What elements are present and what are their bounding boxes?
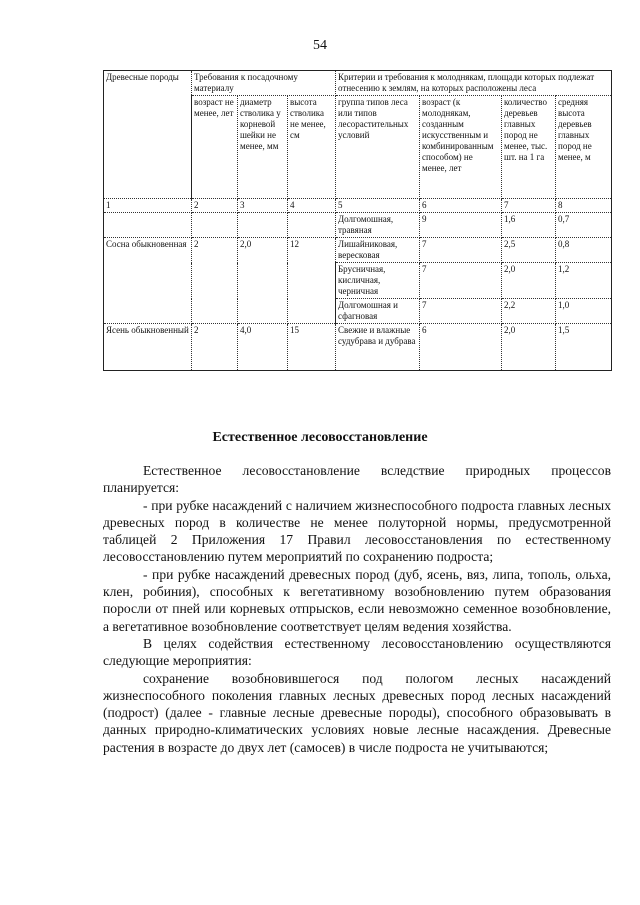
cell-age: 2: [192, 324, 238, 371]
cell-young-age: 7: [420, 238, 502, 263]
paragraph: Естественное лесовосстановление вследствие природных процессов планируется:: [103, 463, 611, 496]
header-avg-height: средняя высота деревьев главных пород не менее, м: [556, 96, 612, 199]
paragraph: - при рубке насаждений древесных пород (дуб, ясень, вяз, липа, тополь, ольха, клен, робиния), способных к вегетативному возобновлению путем образования поросли от пней или корневых отпрысков, если невозможно семенное возобновление, а вегетативное возобновление соответствует целям ведения хозяйства.: [103, 566, 611, 634]
header-age: возраст не менее, лет: [192, 96, 238, 199]
cell-young-age: 6: [420, 324, 502, 371]
paragraph: В целях содействия естественному лесовосстановлению осуществляются следующие мероприятия:: [103, 635, 611, 669]
cell-height: 12: [288, 238, 336, 324]
cell-tree-count: 2,5: [502, 238, 556, 263]
cell-avg-height: 0,8: [556, 238, 612, 263]
header-criteria: Критерии и требования к молоднякам, площади которых подлежат отнесению к землям, на которых расположены леса: [336, 71, 612, 96]
table-row: [104, 238, 612, 263]
section-title: Естественное лесовосстановление: [212, 430, 428, 445]
cell-young-age: 7: [420, 299, 502, 324]
cell-tree-count: 2,0: [502, 324, 556, 371]
cell-diameter: 2,0: [238, 238, 288, 324]
header-diameter: диаметр стволика у корневой шейки не менее, мм: [238, 96, 288, 199]
col-number: 4: [288, 199, 336, 213]
cell-forest-type: Лишайниковая, вересковая: [336, 238, 420, 263]
cell-tree-count: 2,2: [502, 299, 556, 324]
cell-age: 2: [192, 238, 238, 324]
body-text: [103, 462, 611, 756]
cell-young-age: 9: [420, 213, 502, 238]
cell-avg-height: 1,0: [556, 299, 612, 324]
col-number: 8: [556, 199, 612, 213]
cell-height: [288, 213, 336, 238]
cell-young-age: 7: [420, 263, 502, 299]
cell-avg-height: 0,7: [556, 213, 612, 238]
cell-avg-height: 1,5: [556, 324, 612, 371]
paragraph: сохранение возобновившегося под пологом лесных насаждений жизнеспособного поколения главных лесных древесных пород лесных насаждений (подрост) (далее - главные лесные древесные породы), способного образовывать в данных природно-климатических условиях новые лесные насаждения. Древесные растения в возрасте до двух лет (самосев) в числе подроста не учитываются;: [103, 670, 611, 755]
cell-forest-type: Долгомошная, травяная: [336, 213, 420, 238]
cell-species: [104, 213, 192, 238]
table-row: [104, 213, 612, 238]
col-number: 7: [502, 199, 556, 213]
col-number: 5: [336, 199, 420, 213]
table-row: [104, 324, 612, 371]
paragraph: - при рубке насаждений с наличием жизнеспособного подроста главных лесных древесных пород в количестве не менее полуторной нормы, предусмотренной таблицей 2 Приложения 17 Правил лесовосстановления по естественному лесовосстановлению путем мероприятий по сохранению подроста;: [103, 497, 611, 565]
col-number: 1: [104, 199, 192, 213]
header-tree-count: количество деревьев главных пород не менее, тыс. шт. на 1 га: [502, 96, 556, 199]
header-species: Древесные породы: [104, 71, 192, 199]
cell-avg-height: 1,2: [556, 263, 612, 299]
regeneration-table: [103, 70, 612, 371]
column-number-row: [104, 199, 612, 213]
cell-age: [192, 213, 238, 238]
page-number: 54: [313, 38, 327, 53]
cell-height: 15: [288, 324, 336, 371]
col-number: 2: [192, 199, 238, 213]
header-forest-type: группа типов леса или типов лесорастительных условий: [336, 96, 420, 199]
cell-forest-type: Свежие и влажные судубрава и дубрава: [336, 324, 420, 371]
col-number: 3: [238, 199, 288, 213]
cell-diameter: 4,0: [238, 324, 288, 371]
cell-species: Ясень обыкновенный: [104, 324, 192, 371]
header-height: высота стволика не менее, см: [288, 96, 336, 199]
table-header-row: [104, 71, 612, 96]
cell-diameter: [238, 213, 288, 238]
cell-forest-type: Брусничная, кисличная, черничная: [336, 263, 420, 299]
cell-species: Сосна обыкновенная: [104, 238, 192, 324]
header-young-age: возраст (к молоднякам, созданным искусственным и комбинированным способом) не менее, лет: [420, 96, 502, 199]
cell-forest-type: Долгомошная и сфагновая: [336, 299, 420, 324]
cell-tree-count: 1,6: [502, 213, 556, 238]
col-number: 6: [420, 199, 502, 213]
cell-tree-count: 2,0: [502, 263, 556, 299]
header-planting-requirements: Требования к посадочному материалу: [192, 71, 336, 96]
